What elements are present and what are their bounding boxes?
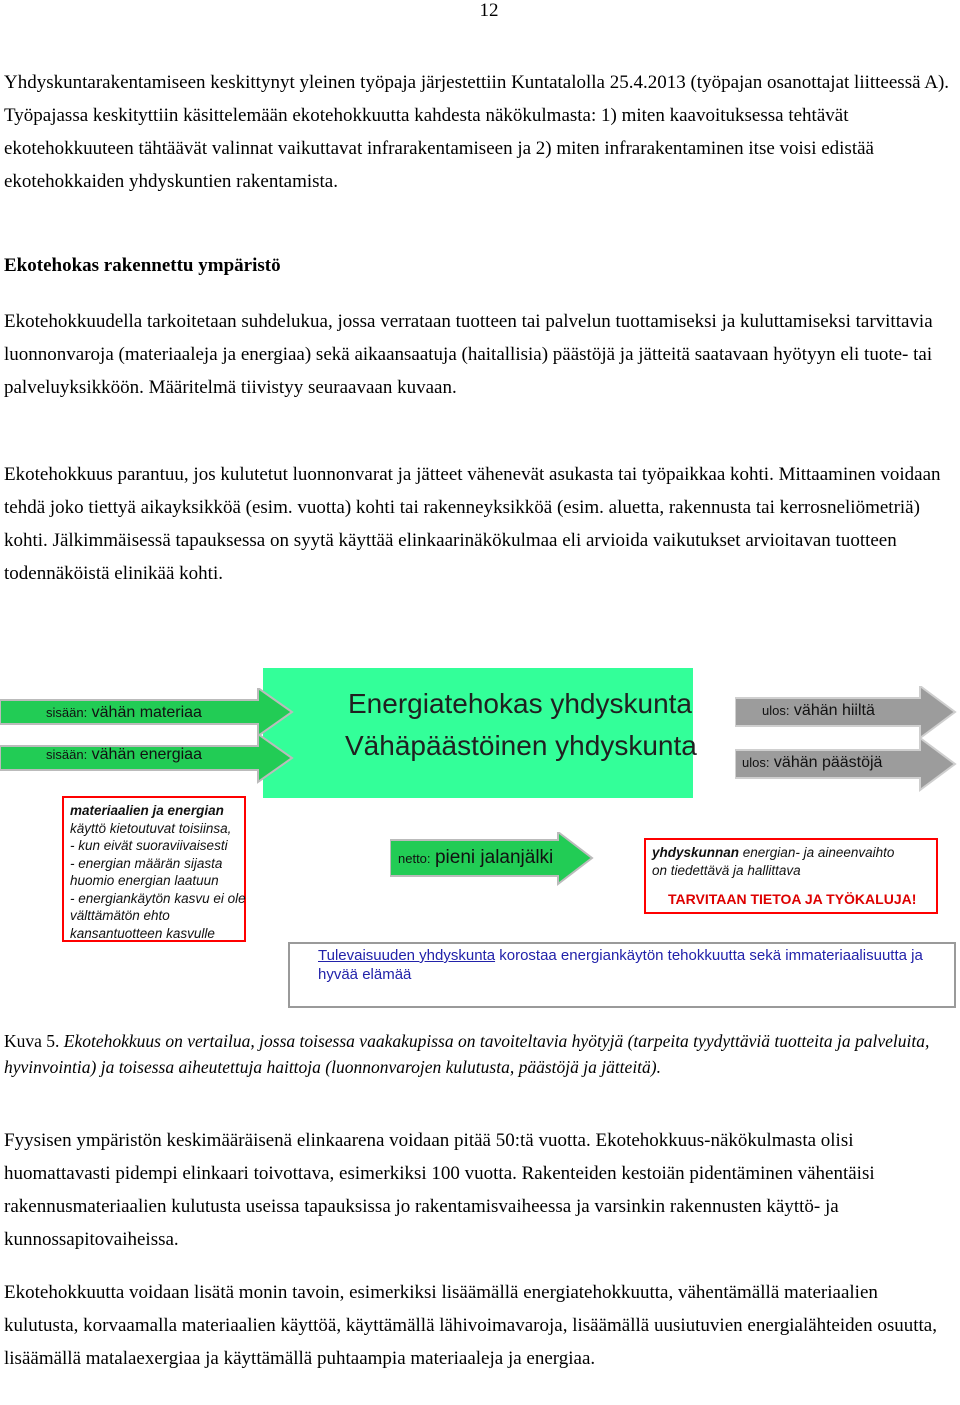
input-arrow-materials bbox=[46, 704, 202, 722]
materials-energy-line: huomio energian laatuun bbox=[70, 873, 219, 888]
materials-energy-line: - energiankäytön kasvu ei ole bbox=[70, 890, 246, 906]
materials-energy-line: kansantuotteen kasvulle bbox=[70, 925, 215, 941]
output-arrow-carbon-text: vähän hiiltä bbox=[793, 702, 875, 719]
tools-needed-warning: TARVITAAN TIETOA JA TYÖKALUJA! bbox=[668, 891, 917, 907]
caption-label: Kuva 5. bbox=[4, 1031, 60, 1051]
definition-paragraph: Ekotehokkuudella tarkoitetaan suhdelukua, jossa verrataan tuotteen tai palvelun tuottamiseksi ja kuluttamiseksi tarvittavia luonnonvaroja (materiaaleja ja energiaa) sekä aikaansaatuja (haitallisia) päästöjä ja jätteitä saatavaan hyötyyn eli tuote- tai palveluyksikköön. Määritelmä tiivistyy seuraavaan kuvaan. bbox=[4, 311, 933, 398]
ecoefficiency-figure bbox=[0, 660, 960, 1010]
output-arrow-emissions-text: vähän päästöjä bbox=[773, 754, 883, 771]
input-arrow-energy bbox=[46, 746, 202, 764]
community-metabolism-text bbox=[652, 844, 894, 880]
output-arrow-emissions-prefix: ulos: bbox=[742, 755, 770, 770]
input-arrow-materials-text: vähän materiaa bbox=[91, 704, 202, 721]
netto-prefix: netto: bbox=[398, 851, 431, 866]
measurement-paragraph: Ekotehokkuus parantuu, jos kulutetut luonnonvarat ja jätteet vähenevät asukasta tai työpaikkaa kohti. Mittaaminen voidaan tehdä joko tiettyä aikayksikköä (esim. vuotta) kohti tai rakenneyksikköä (esim. aluetta, rakennusta tai kerrosneliömetriä) kohti. Jälkimmäisessä tapauksessa on syytä käyttää elinkaarinäkökulmaa eli arvioida vaikutukset arvioitavan tuotteen todennäköistä elinikää kohti. bbox=[4, 464, 941, 584]
section-heading: Ekotehokas rakennettu ympäristö bbox=[4, 255, 281, 276]
materials-energy-list bbox=[70, 802, 246, 942]
caption-text: Ekotehokkuus on vertailua, jossa toisessa vaakakupissa on tavoiteltavia hyötyjä (tarpeita tyydyttäviä tuotteita ja palveluita, hyvinvointia) ja toisessa aiheutettuja haittoja (luonnonvarojen kulutusta, päästöjä ja jätteitä). bbox=[4, 1031, 930, 1077]
output-arrow-emissions bbox=[742, 754, 882, 772]
input-arrow-energy-text: vähän energiaa bbox=[91, 746, 202, 763]
figure-title-line1: Energiatehokas yhdyskunta bbox=[348, 688, 692, 719]
figure-title-line2: Vähäpäästöinen yhdyskunta bbox=[345, 730, 697, 761]
figure-caption bbox=[4, 1028, 956, 1080]
output-arrow-carbon-prefix: ulos: bbox=[762, 703, 790, 718]
community-metabolism-bold: yhdyskunnan bbox=[652, 845, 740, 860]
input-arrow-materials-prefix: sisään: bbox=[46, 705, 88, 720]
intro-paragraph: Yhdyskuntarakentamiseen keskittynyt yleinen työpaja järjestettiin Kuntatalolla 25.4.2013 (työpajan osanottajat liitteessä A). Työpajassa keskityttiin käsittelemään ekotehokkuutta kahdesta näkökulmasta: 1) miten kaavoituksessa tehtävät ekotehokkuuteen tähtäävät valinnat vaikuttavat infrarakentamiseen ja 2) miten infrarakentaminen itse voisi edistää ekotehokkaiden yhdyskuntien rakentamista. bbox=[4, 72, 950, 192]
future-community-rest: korostaa energiankäytön tehokkuutta sekä immateriaalisuutta ja hyvää elämää bbox=[318, 947, 923, 983]
materials-energy-line: - kun eivät suoraviivaisesti bbox=[70, 838, 228, 853]
future-community-text bbox=[318, 946, 948, 984]
netto-text: pieni jalanjälki bbox=[434, 847, 554, 868]
lifecycle-paragraph: Fyysisen ympäristön keskimääräisenä elinkaarena voidaan pitää 50:tä vuotta. Ekotehokkuus-näkökulmasta olisi huomattavasti pidempi elinkaari toivottava, esimerkiksi 100 vuotta. Rakenteiden kestoiän pidentäminen vähentäisi rakennusmateriaalien kulutusta useissa tapauksissa jo rakentamisvaiheessa ja varsinkin rakennusten käyttö- ja kunnossapitovaiheissa. bbox=[4, 1130, 875, 1250]
materials-energy-line: välttämätön ehto bbox=[70, 908, 170, 923]
netto-arrow-label bbox=[398, 847, 553, 869]
output-arrow-carbon bbox=[762, 702, 875, 720]
community-metabolism-rest: energian- ja aineenvaihto bbox=[739, 845, 895, 860]
methods-paragraph: Ekotehokkuutta voidaan lisätä monin tavoin, esimerkiksi lisäämällä energiatehokkuutta, vähentämällä materiaalien kulutusta, korvaamalla materiaalien käyttöä, käyttämällä lähivoimavaroja, lisäämällä uusiutuvien energialähteiden osuutta, lisäämällä matalaexergiaa ja käyttämällä puhtaampia materiaaleja ja energiaa. bbox=[4, 1282, 937, 1369]
community-metabolism-line2: on tiedettävä ja hallittava bbox=[652, 863, 801, 878]
input-arrow-energy-prefix: sisään: bbox=[46, 747, 88, 762]
materials-energy-line: materiaalien ja energian bbox=[70, 803, 224, 818]
page-number: 12 bbox=[479, 0, 499, 21]
materials-energy-line: käyttö kietoutuvat toisiinsa, bbox=[70, 820, 232, 836]
materials-energy-line: - energian määrän sijasta bbox=[70, 855, 223, 871]
future-community-underlined: Tulevaisuuden yhdyskunta bbox=[318, 947, 496, 964]
